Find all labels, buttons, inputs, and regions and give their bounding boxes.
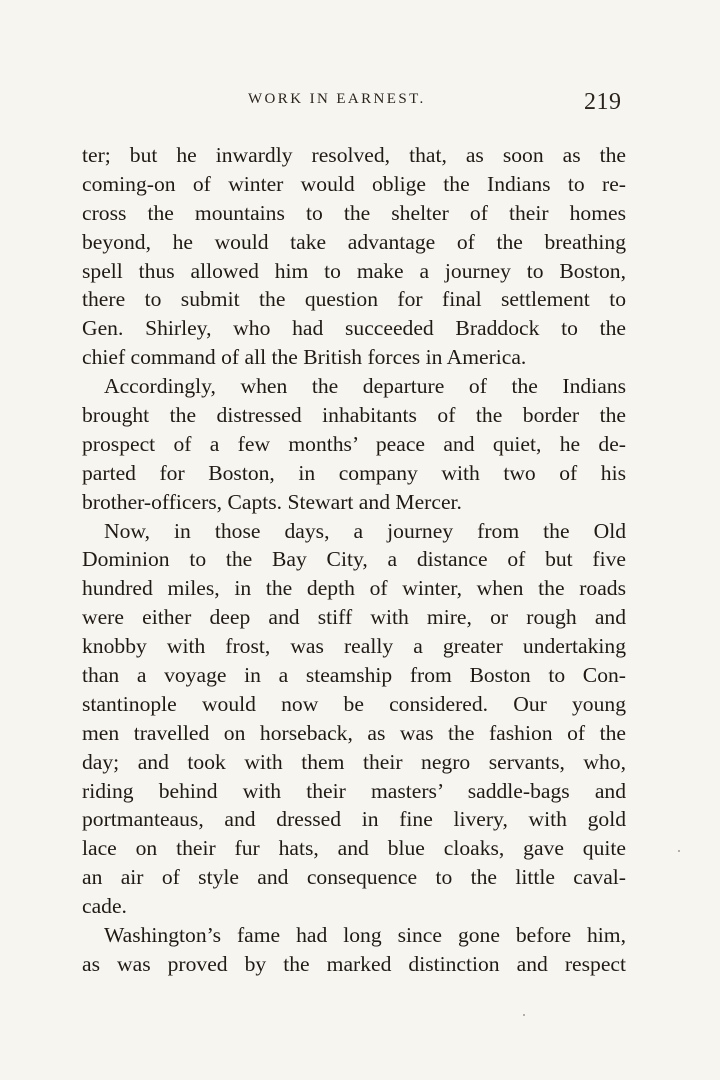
text-line: men travelled on horseback, as was the fashion of the [82, 720, 626, 745]
text-line: Accordingly, when the departure of the Indians [104, 374, 626, 399]
text-line: Dominion to the Bay City, a distance of but five [82, 547, 626, 572]
text-line: knobby with frost, was really a greater undertaking [82, 634, 626, 659]
text-line: coming-on of winter would oblige the Indians to re- [82, 171, 626, 196]
text-line: hundred miles, in the depth of winter, when the roads [82, 576, 626, 601]
text-line: chief command of all the British forces in America. [82, 345, 527, 370]
text-line: there to submit the question for final settlement to [82, 287, 626, 312]
text-line: spell thus allowed him to make a journey to Boston, [82, 258, 626, 283]
body-text [82, 141, 626, 979]
text-line: stantinople would now be considered. Our young [82, 691, 626, 716]
text-line: ter; but he inwardly resolved, that, as soon as the [82, 143, 626, 167]
text-line: than a voyage in a steamship from Boston to Con- [82, 663, 626, 688]
paper-speck [523, 1014, 525, 1016]
text-line: riding behind with their masters’ saddle-bags and [82, 778, 626, 803]
text-line: portmanteaus, and dressed in fine livery, with gold [82, 807, 626, 832]
text-line: lace on their fur hats, and blue cloaks, gave quite [82, 836, 626, 861]
text-line: as was proved by the marked distinction and respect [82, 951, 626, 976]
text-line: Gen. Shirley, who had succeeded Braddock to the [82, 316, 626, 341]
text-line: cade. [82, 894, 127, 919]
text-line: beyond, he would take advantage of the breathing [82, 229, 626, 254]
text-line: prospect of a few months’ peace and quiet, he de- [82, 431, 626, 456]
page-number: 219 [584, 89, 622, 115]
paper-speck [678, 850, 680, 852]
text-line: brought the distressed inhabitants of the border the [82, 403, 626, 428]
text-line: day; and took with them their negro servants, who, [82, 749, 626, 774]
text-line: were either deep and stiff with mire, or rough and [82, 605, 626, 630]
text-line: brother-officers, Capts. Stewart and Mercer. [82, 489, 462, 514]
text-line: cross the mountains to the shelter of their homes [82, 200, 626, 225]
running-title: WORK IN EARNEST. [248, 91, 426, 107]
text-line: parted for Boston, in company with two of his [82, 460, 626, 485]
text-line: Now, in those days, a journey from the Old [104, 518, 626, 543]
text-line: Washington’s fame had long since gone before him, [104, 923, 626, 948]
text-line: an air of style and consequence to the little caval- [82, 865, 626, 890]
